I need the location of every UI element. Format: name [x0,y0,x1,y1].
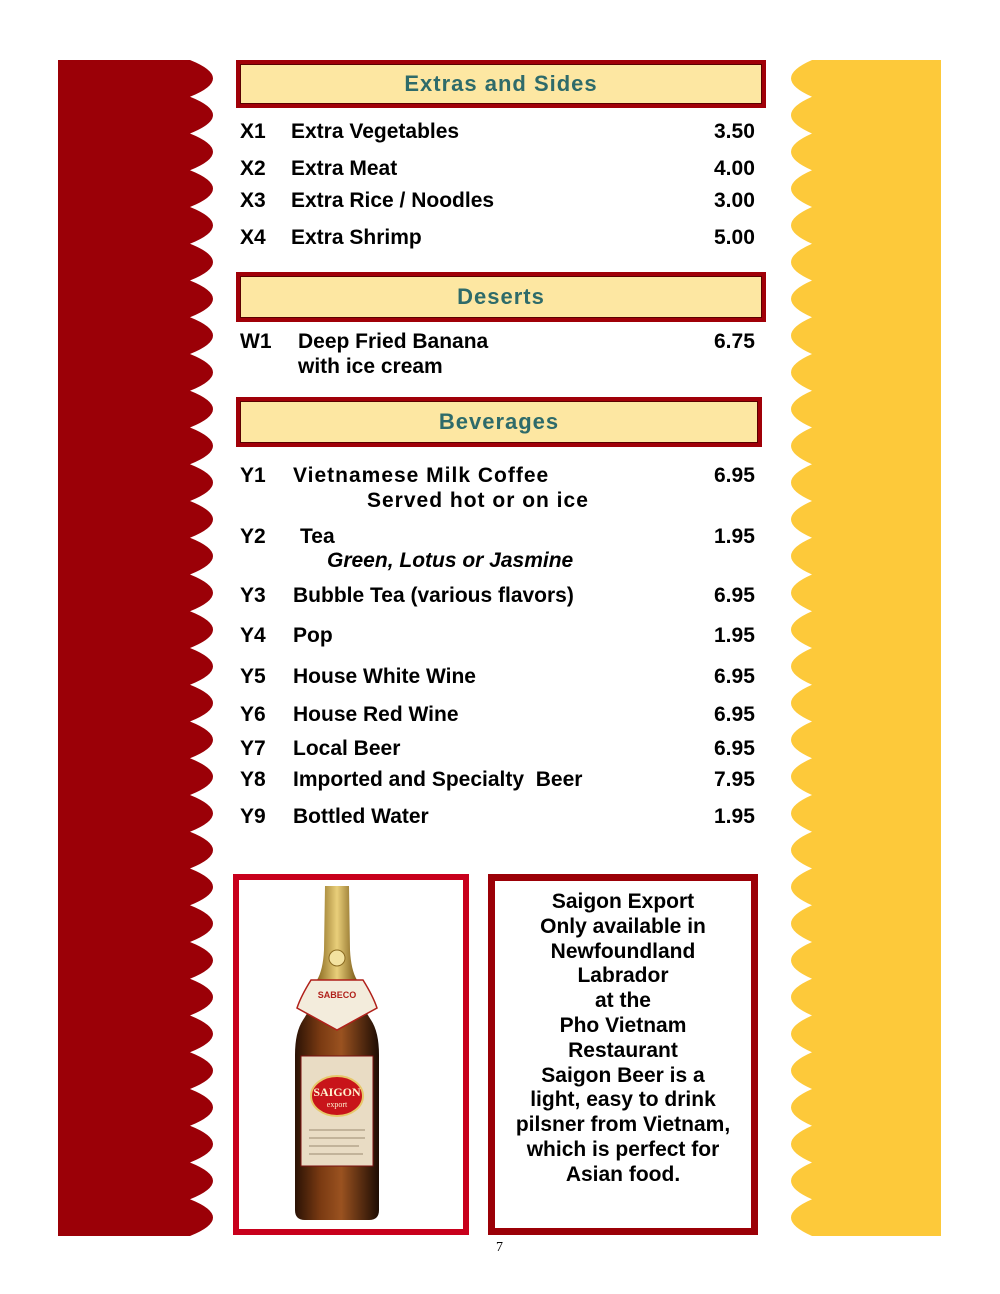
item-price: 3.00 [714,189,755,212]
promo-line: which is perfect for [526,1137,720,1161]
promo-line: Saigon Beer is a [541,1063,705,1087]
item-name: Local Beer [293,737,401,760]
item-code: Y9 [240,805,266,828]
item-price: 3.50 [714,120,755,143]
promo-line: Only available in [540,914,706,938]
item-note: with ice cream [298,355,443,378]
item-name: Extra Rice / Noodles [291,189,495,212]
promo-line: Asian food. [565,1162,681,1186]
beverages-header [236,397,762,447]
item-name: House White Wine [293,665,476,688]
item-name: Bubble Tea (various flavors) [293,584,574,607]
beverages-title: Beverages [240,401,758,443]
promo-line: Saigon Export [551,890,695,913]
item-price: 6.75 [714,330,755,353]
promo-line: pilsner from Vietnam, [515,1113,731,1137]
promo-line: Restaurant [568,1038,678,1062]
promo-line: Pho Vietnam [559,1013,687,1037]
extras-title: Extras and Sides [240,64,762,104]
item-name: Bottled Water [293,805,429,828]
item-name: Tea [300,525,335,548]
item-price: 1.95 [714,525,755,548]
promo-line: Labrador [577,964,669,988]
item-price: 6.95 [714,464,755,487]
page-number: 7 [496,1240,503,1255]
item-name: Extra Vegetables [291,120,460,143]
item-code: X2 [240,157,266,180]
item-name: Extra Meat [291,157,398,180]
item-price: 4.00 [714,157,755,180]
item-code: Y3 [240,584,266,607]
promo-text [500,890,746,1188]
item-code: X1 [240,120,266,143]
item-code: Y5 [240,665,266,688]
beer-image-frame [233,874,469,1235]
item-name: Deep Fried Banana [298,330,489,353]
item-name: Imported and Specialty Beer [293,768,583,791]
item-price: 6.95 [714,665,755,688]
foil-emblem [329,950,345,966]
item-note: Green, Lotus or Jasmine [327,549,574,572]
item-note: Served hot or on ice [367,489,589,512]
item-price: 6.95 [714,737,755,760]
item-price: 1.95 [714,624,755,647]
item-code: Y1 [240,464,266,487]
item-name: House Red Wine [293,703,459,726]
item-price: 6.95 [714,703,755,726]
item-code: Y8 [240,768,266,791]
item-name: Pop [293,624,333,647]
item-code: X3 [240,189,266,212]
item-code: Y7 [240,737,266,760]
deserts-title: Deserts [240,276,762,318]
item-price: 1.95 [714,805,755,828]
label-sub: export [326,1100,348,1109]
promo-line: at the [594,989,651,1013]
item-code: X4 [240,226,266,249]
item-code: Y2 [240,525,266,548]
yellow-band [791,60,941,1236]
item-code: Y6 [240,703,266,726]
red-band [58,60,213,1236]
item-name: Extra Shrimp [291,226,422,249]
beer-bottle-image [239,880,463,1229]
extras-header [236,60,766,108]
neck-label-text: SABECO [317,990,357,1000]
item-code: Y4 [240,624,266,647]
promo-line: light, easy to drink [530,1088,716,1112]
deserts-header [236,272,766,322]
item-code: W1 [240,330,272,353]
item-name: Vietnamese Milk Coffee [293,464,550,487]
label-brand: SAIGON [313,1085,361,1099]
item-price: 5.00 [714,226,755,249]
item-price: 6.95 [714,584,755,607]
promo-line: Newfoundland [550,939,696,963]
item-price: 7.95 [714,768,755,791]
